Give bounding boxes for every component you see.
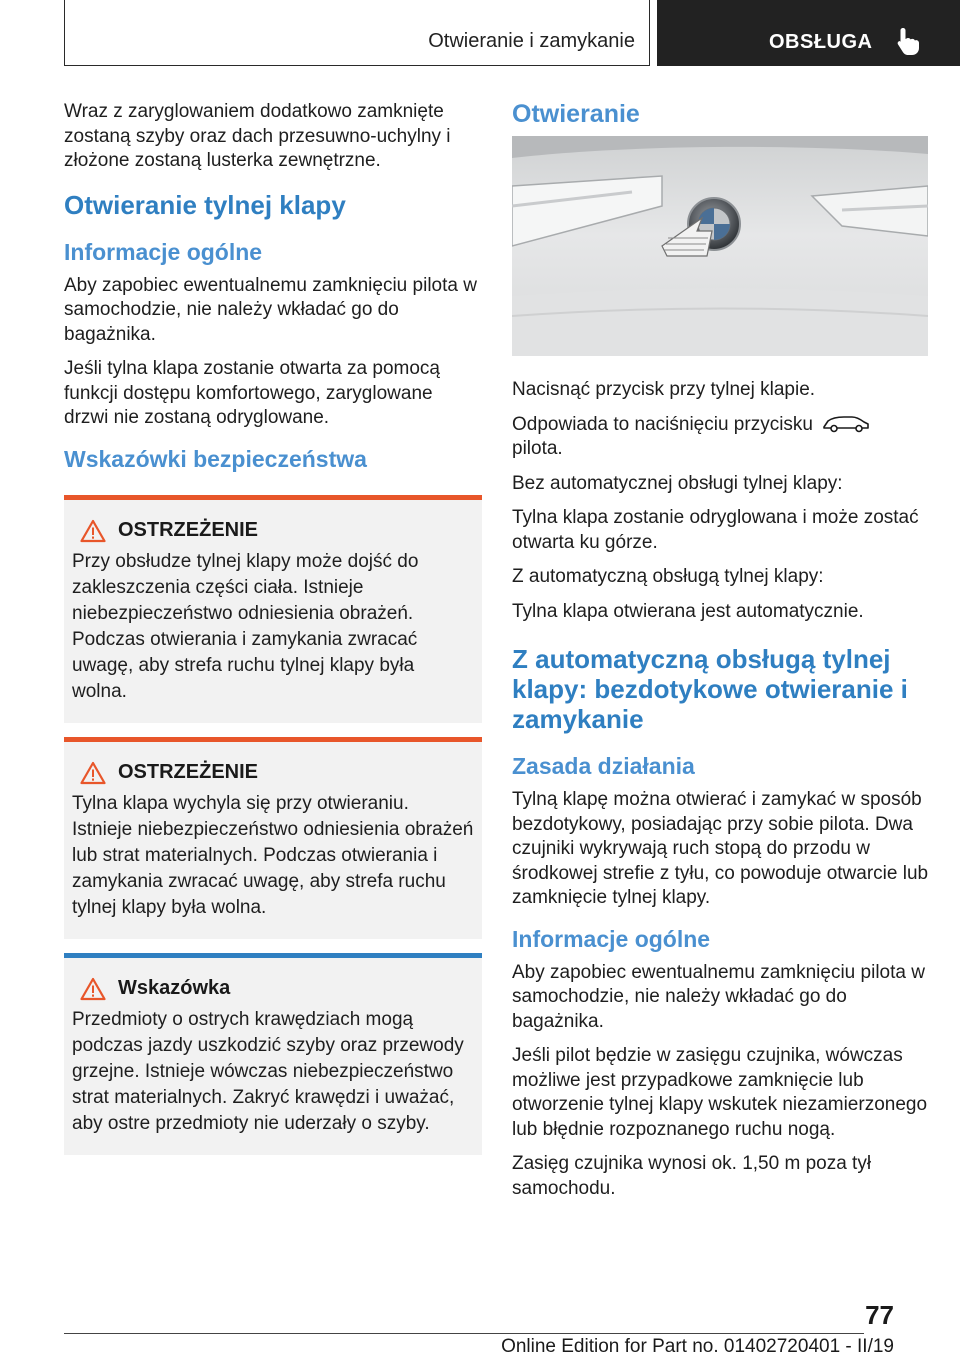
section-label: OBSŁUGA <box>769 31 873 53</box>
tailgate-button-photo <box>512 136 928 356</box>
chapter-header <box>64 0 650 66</box>
warning-triangle-icon <box>80 761 106 785</box>
principle-paragraph: Tylną klapę można otwierać i zamykać w sposób bezdotykowy, posiadając przy sobie pilota. Dwa czujniki wykrywają ruch stopą do przodu w środkowej strefie z tyłu, co powoduje otwarcie lub zamknięcie tylnej klapy. <box>512 789 929 908</box>
corresponds-paragraph <box>512 413 930 462</box>
car-tailgate-icon <box>822 413 870 433</box>
warning-box <box>64 495 482 723</box>
edition-label: Online Edition for Part no. 01402720401 - II/19 <box>501 1336 894 1357</box>
warning-bar <box>64 495 482 500</box>
warning-text: Tylna klapa wychyla się przy otwieraniu. Istnieje niebezpieczeństwo odniesienia obrażeń lub strat materialnych. Podczas otwierania i zamykania zwracać uwagę, aby strefa ruchu tylnej klapy była wolna. <box>72 792 474 918</box>
no-auto-result: Tylna klapa zostanie odryglowana i może zostać otwarta ku górze. <box>512 507 919 553</box>
press-button-paragraph: Nacisnąć przycisk przy tylnej klapie. <box>512 379 816 400</box>
general-info-2-paragraph-2: Jeśli pilot będzie w zasięgu czujnika, wówczas możliwe jest przypadkowe zamknięcie lub otworzenie tylnej klapy wskutek niezamierzonego lub błędnie rozpoznanego ruchu nogą. <box>512 1045 928 1140</box>
heading-opening: Otwieranie <box>512 100 640 128</box>
corresponds-text-a: Odpowiada to naciśnięciu przycisku <box>512 413 813 435</box>
general-info-paragraph-1: Aby zapobiec ewentualnemu zamknięciu pilota w samochodzie, nie należy wkładać go do bagażnika. <box>64 274 477 345</box>
heading-tailgate-opening: Otwieranie tylnej klapy <box>64 189 346 220</box>
note-bar <box>64 953 482 958</box>
corresponds-text-b: pilota. <box>512 438 563 459</box>
warning-triangle-icon <box>80 519 106 543</box>
warning-title: OSTRZEŻENIE <box>118 761 259 783</box>
heading-general-info-2: Informacje ogólne <box>512 925 711 952</box>
heading-contactless: Z automatyczną obsługą tylnej klapy: bezdotykowe otwieranie i zamykanie <box>512 644 908 734</box>
warning-bar <box>64 737 482 742</box>
heading-general-info: Informacje ogólne <box>64 238 263 265</box>
note-box <box>64 953 482 1155</box>
warning-text: Przy obsłudze tylnej klapy może dojść do zakleszczenia części ciała. Istnieje niebezpieczeństwo odniesienia obrażeń. Podczas otwierania i zamykania zwracać uwagę, aby strefa ruchu tylnej klapy była wolna. <box>72 550 419 702</box>
auto-paragraph: Z automatyczną obsługą tylnej klapy: <box>512 566 824 587</box>
warning-box <box>64 737 482 939</box>
hand-pointer-icon <box>895 26 921 56</box>
section-tab[interactable] <box>657 0 960 66</box>
heading-principle: Zasada działania <box>512 753 695 779</box>
caution-triangle-icon <box>80 977 106 1001</box>
page-number: 77 <box>865 1300 894 1330</box>
intro-paragraph: Wraz z zaryglowaniem dodatkowo zamknięte zostaną szyby oraz dach przesuwno-uchylny i złożone zostaną lusterka zewnętrzne. <box>64 101 451 171</box>
heading-safety: Wskazówki bezpieczeństwa <box>64 445 367 472</box>
auto-result: Tylna klapa otwierana jest automatycznie. <box>512 600 864 622</box>
general-info-2-paragraph-3: Zasięg czujnika wynosi ok. 1,50 m poza tył samochodu. <box>512 1153 872 1199</box>
warning-title: OSTRZEŻENIE <box>118 519 259 541</box>
no-auto-paragraph: Bez automatycznej obsługi tylnej klapy: <box>512 472 843 494</box>
note-title: Wskazówka <box>118 977 231 999</box>
general-info-paragraph-2: Jeśli tylna klapa zostanie otwarta za pomocą funkcji dostępu komfortowego, zaryglowane drzwi nie zostaną odryglowane. <box>64 358 440 428</box>
chapter-title: Otwieranie i zamykanie <box>428 30 635 52</box>
left-column <box>64 100 482 1169</box>
note-text: Przedmioty o ostrych krawędziach mogą podczas jazdy uszkodzić szyby oraz przewody grzejne. Istnieje wówczas niebezpieczeństwo strat materialnych. Zakryć krawędzi i uważać, aby ostre przedmioty nie uderzały o szyby. <box>72 1008 464 1134</box>
footer-divider <box>64 1333 864 1334</box>
general-info-2-paragraph-1: Aby zapobiec ewentualnemu zamknięciu pilota w samochodzie, nie należy wkładać go do bagażnika. <box>512 961 925 1032</box>
right-column <box>512 100 930 1211</box>
